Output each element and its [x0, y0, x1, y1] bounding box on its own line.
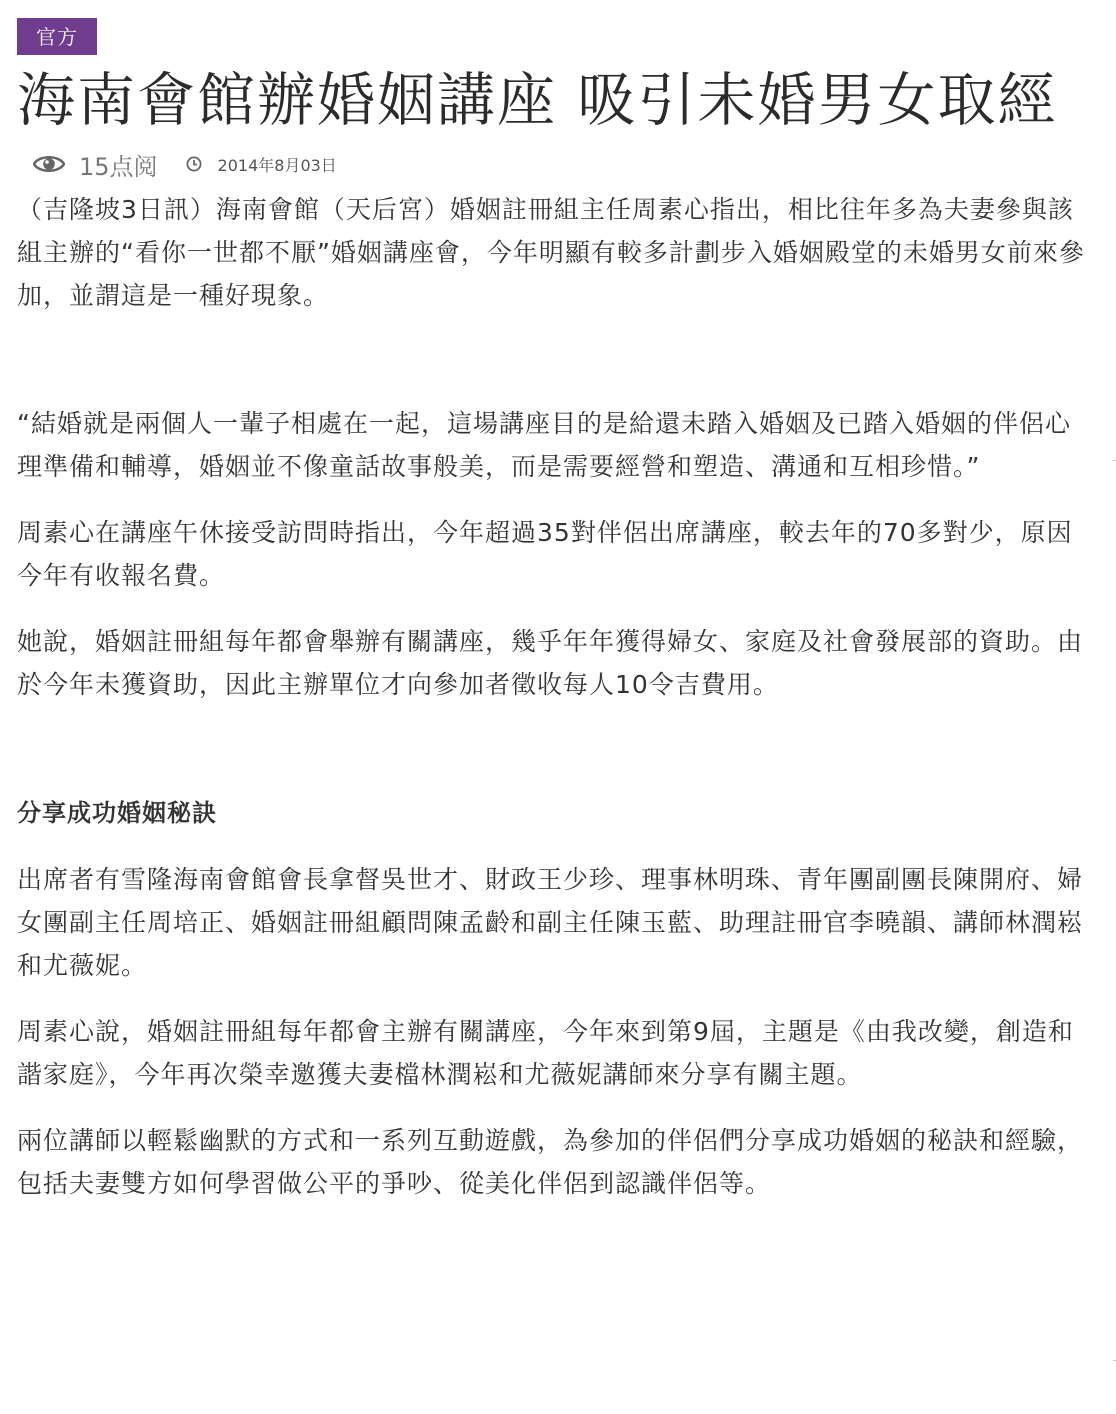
article-body	[17, 188, 1092, 1205]
paragraph: 兩位講師以輕鬆幽默的方式和一系列互動遊戲，為參加的伴侶們分享成功婚姻的秘訣和經驗，包括夫妻雙方如何學習做公平的爭吵、從美化伴侶到認識伴侶等。	[17, 1126, 1084, 1198]
paragraph: 周素心在講座午休接受訪問時指出，今年超過35對伴侶出席講座，較去年的70多對少，原因今年有收報名費。	[17, 518, 1073, 590]
article-title: 海南會館辦婚姻講座 吸引未婚男女取經	[17, 66, 1058, 134]
article-meta	[17, 144, 1092, 184]
view-count: 15点阅	[79, 152, 158, 181]
paragraph: 她說，婚姻註冊組每年都會舉辦有關講座，幾乎年年獲得婦女、家庭及社會發展部的資助。由於今年未獲資助，因此主辦單位才向參加者徵收每人10令吉費用。	[17, 627, 1084, 699]
publish-date: 2014年8月03日	[217, 155, 337, 175]
category-badge[interactable]: 官方	[17, 18, 97, 55]
paragraph: （吉隆坡3日訊）海南會館（天后宮）婚姻註冊組主任周素心指出，相比往年多為夫妻參與該組主辦的“看你一世都不厭”婚姻講座會，今年明顯有較多計劃步入婚姻殿堂的未婚男女前來參加，並謂這是一種好現象。	[17, 195, 1085, 310]
article	[17, 18, 1092, 1205]
clock-icon	[186, 156, 202, 172]
paragraph: 周素心說，婚姻註冊組每年都會主辦有關講座，今年來到第9屆，主題是《由我改變，創造和諧家庭》，今年再次榮幸邀獲夫妻檔林潤崧和尤薇妮講師來分享有關主題。	[17, 1017, 1074, 1089]
paragraph: 出席者有雪隆海南會館會長拿督吳世才、財政王少珍、理事林明珠、青年團副團長陳開府、婦女團副主任周培正、婚姻註冊組顧問陳孟齡和副主任陳玉藍、助理註冊官李曉韻、講師林潤崧和尤薇妮。	[17, 865, 1084, 980]
eye-icon	[33, 153, 65, 175]
section-heading: 分享成功婚姻秘訣	[17, 799, 217, 827]
paragraph: “結婚就是兩個人一輩子相處在一起，這場講座目的是給還未踏入婚姻及已踏入婚姻的伴侶心理準備和輔導，婚姻並不像童話故事般美，而是需要經營和塑造、溝通和互相珍惜。”	[17, 409, 1071, 481]
